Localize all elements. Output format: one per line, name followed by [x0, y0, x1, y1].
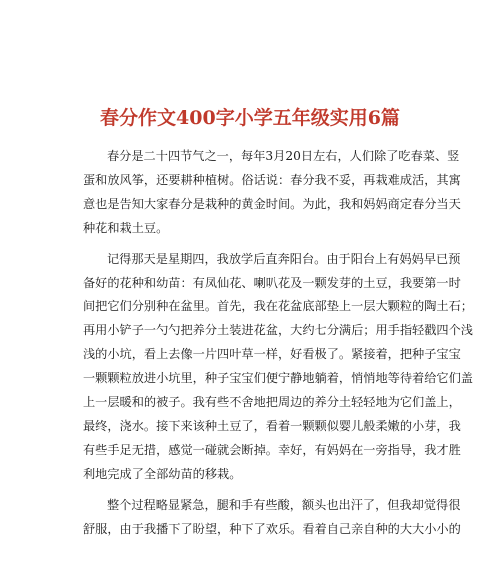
text-line: 整个过程略显紧急，腿和手有些酸，额头也出汗了，但我却觉得很	[107, 497, 461, 512]
text-line: 间把它们分别种在盆里。首先，我在花盆底部垫上一层大颗粒的陶土石；	[83, 299, 473, 314]
document-body	[83, 145, 473, 549]
paragraph-1	[83, 145, 461, 241]
text-line: 浅的小坑，看上去像一片四叶草一样，好看极了。紧接着，把种子宝宝	[83, 347, 461, 362]
text-line: 舒服，由于我播下了盼望，种下了欢乐。看着自己亲自种的大大小小的	[83, 521, 461, 536]
text-line: 利地完成了全部幼苗的移栽。	[83, 466, 242, 481]
text-line: 备好的花种和幼苗：有凤仙花、喇叭花及一颗发芽的土豆，我要第一时	[83, 275, 461, 290]
text-line: 意也是告知大家春分是栽种的黄金时间。为此，我和妈妈商定春分当天	[83, 196, 461, 211]
text-line: 上一层暖和的被子。我有些不舍地把周边的养分土轻轻地为它们盖上，	[83, 395, 461, 410]
paragraph-2	[83, 248, 473, 487]
text-line: 记得那天是星期四，我放学后直奔阳台。由于阳台上有妈妈早已预	[107, 251, 461, 266]
document-title: 春分作文400字小学五年级实用6篇	[100, 107, 400, 129]
text-line: 最终，浇水。接下来该种土豆了，看着一颗颗似婴儿般柔嫩的小芽，我	[83, 418, 461, 433]
text-line: 有些手足无措，感觉一碰就会断掉。幸好，有妈妈在一旁指导，我才胜	[83, 442, 461, 457]
text-line: 一颗颗粒放进小坑里，种子宝宝们便宁静地躺着，悄悄地等待着给它们盖	[83, 371, 473, 386]
text-line: 春分是二十四节气之一，每年3月20日左右，人们除了吃春菜、竖	[107, 149, 460, 163]
text-line: 蛋和放风筝，还要耕种植树。俗话说：春分我不妥，再栽难成活，其寓	[83, 172, 461, 187]
text-line: 再用小铲子一勺勺把养分土装进花盆，大约七分满后；用手指轻戳四个浅	[83, 323, 473, 338]
text-line: 种花和栽土豆。	[83, 220, 169, 235]
paragraph-3	[83, 494, 461, 542]
